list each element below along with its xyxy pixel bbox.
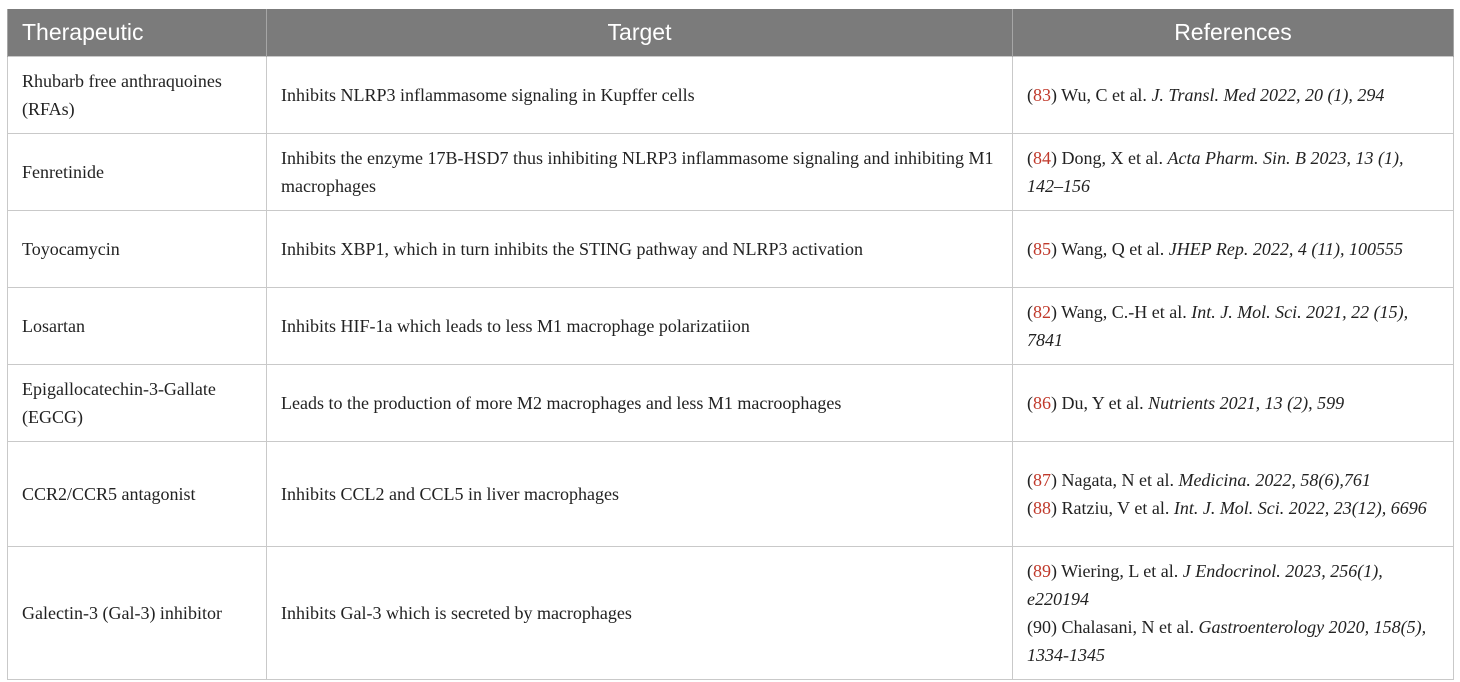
therapeutics-table bbox=[7, 9, 1454, 680]
cell-target: Inhibits the enzyme 17B-HSD7 thus inhibiting NLRP3 inflammasome signaling and inhibiting M1 macrophages bbox=[267, 134, 1013, 211]
cell-therapeutic: Rhubarb free anthraquoines (RFAs) bbox=[8, 57, 267, 134]
table-header-row bbox=[8, 9, 1454, 57]
table-row bbox=[8, 211, 1454, 288]
cell-target: Leads to the production of more M2 macrophages and less M1 macroophages bbox=[267, 365, 1013, 442]
reference: (82) Wang, C.-H et al. Int. J. Mol. Sci. 2021, 22 (15), 7841 bbox=[1027, 302, 1409, 350]
reference-number-link[interactable]: 86 bbox=[1033, 393, 1051, 413]
cell-therapeutic: CCR2/CCR5 antagonist bbox=[8, 442, 267, 547]
reference-number-link[interactable]: 87 bbox=[1033, 470, 1051, 490]
table-row bbox=[8, 57, 1454, 134]
cell-references bbox=[1013, 547, 1454, 680]
table-row bbox=[8, 365, 1454, 442]
reference-number-link[interactable]: 85 bbox=[1033, 239, 1051, 259]
table-row bbox=[8, 442, 1454, 547]
cell-references bbox=[1013, 288, 1454, 365]
table-row bbox=[8, 288, 1454, 365]
reference-number-link[interactable]: 88 bbox=[1033, 498, 1051, 518]
cell-target: Inhibits NLRP3 inflammasome signaling in Kupffer cells bbox=[267, 57, 1013, 134]
cell-therapeutic: Toyocamycin bbox=[8, 211, 267, 288]
reference: (89) Wiering, L et al. J Endocrinol. 2023, 256(1), e220194 bbox=[1027, 561, 1383, 609]
reference: (87) Nagata, N et al. Medicina. 2022, 58(6),761 bbox=[1027, 470, 1371, 490]
reference: (88) Ratziu, V et al. Int. J. Mol. Sci. 2022, 23(12), 6696 bbox=[1027, 498, 1427, 518]
reference-number-link[interactable]: 89 bbox=[1033, 561, 1051, 581]
reference-number: 90 bbox=[1033, 617, 1051, 637]
cell-target: Inhibits HIF-1a which leads to less M1 macrophage polarizatiion bbox=[267, 288, 1013, 365]
cell-references bbox=[1013, 365, 1454, 442]
cell-target: Inhibits CCL2 and CCL5 in liver macrophages bbox=[267, 442, 1013, 547]
cell-therapeutic: Losartan bbox=[8, 288, 267, 365]
reference-number-link[interactable]: 82 bbox=[1033, 302, 1051, 322]
cell-references bbox=[1013, 57, 1454, 134]
cell-therapeutic: Epigallocatechin-3-Gallate (EGCG) bbox=[8, 365, 267, 442]
table-row bbox=[8, 134, 1454, 211]
cell-target: Inhibits Gal-3 which is secreted by macrophages bbox=[267, 547, 1013, 680]
cell-references bbox=[1013, 442, 1454, 547]
cell-references bbox=[1013, 211, 1454, 288]
reference-number-link[interactable]: 84 bbox=[1033, 148, 1051, 168]
cell-target: Inhibits XBP1, which in turn inhibits the STING pathway and NLRP3 activation bbox=[267, 211, 1013, 288]
cell-references bbox=[1013, 134, 1454, 211]
header-references: References bbox=[1013, 9, 1454, 57]
reference: (86) Du, Y et al. Nutrients 2021, 13 (2), 599 bbox=[1027, 393, 1345, 413]
cell-therapeutic: Galectin-3 (Gal-3) inhibitor bbox=[8, 547, 267, 680]
header-target: Target bbox=[267, 9, 1013, 57]
reference: (85) Wang, Q et al. JHEP Rep. 2022, 4 (11), 100555 bbox=[1027, 239, 1403, 259]
table-row bbox=[8, 547, 1454, 680]
reference: (84) Dong, X et al. Acta Pharm. Sin. B 2023, 13 (1), 142–156 bbox=[1027, 148, 1404, 196]
header-therapeutic: Therapeutic bbox=[8, 9, 267, 57]
reference: (90) Chalasani, N et al. Gastroenterology 2020, 158(5), 1334-1345 bbox=[1027, 617, 1427, 665]
reference-number-link[interactable]: 83 bbox=[1033, 85, 1051, 105]
cell-therapeutic: Fenretinide bbox=[8, 134, 267, 211]
reference: (83) Wu, C et al. J. Transl. Med 2022, 20 (1), 294 bbox=[1027, 85, 1385, 105]
